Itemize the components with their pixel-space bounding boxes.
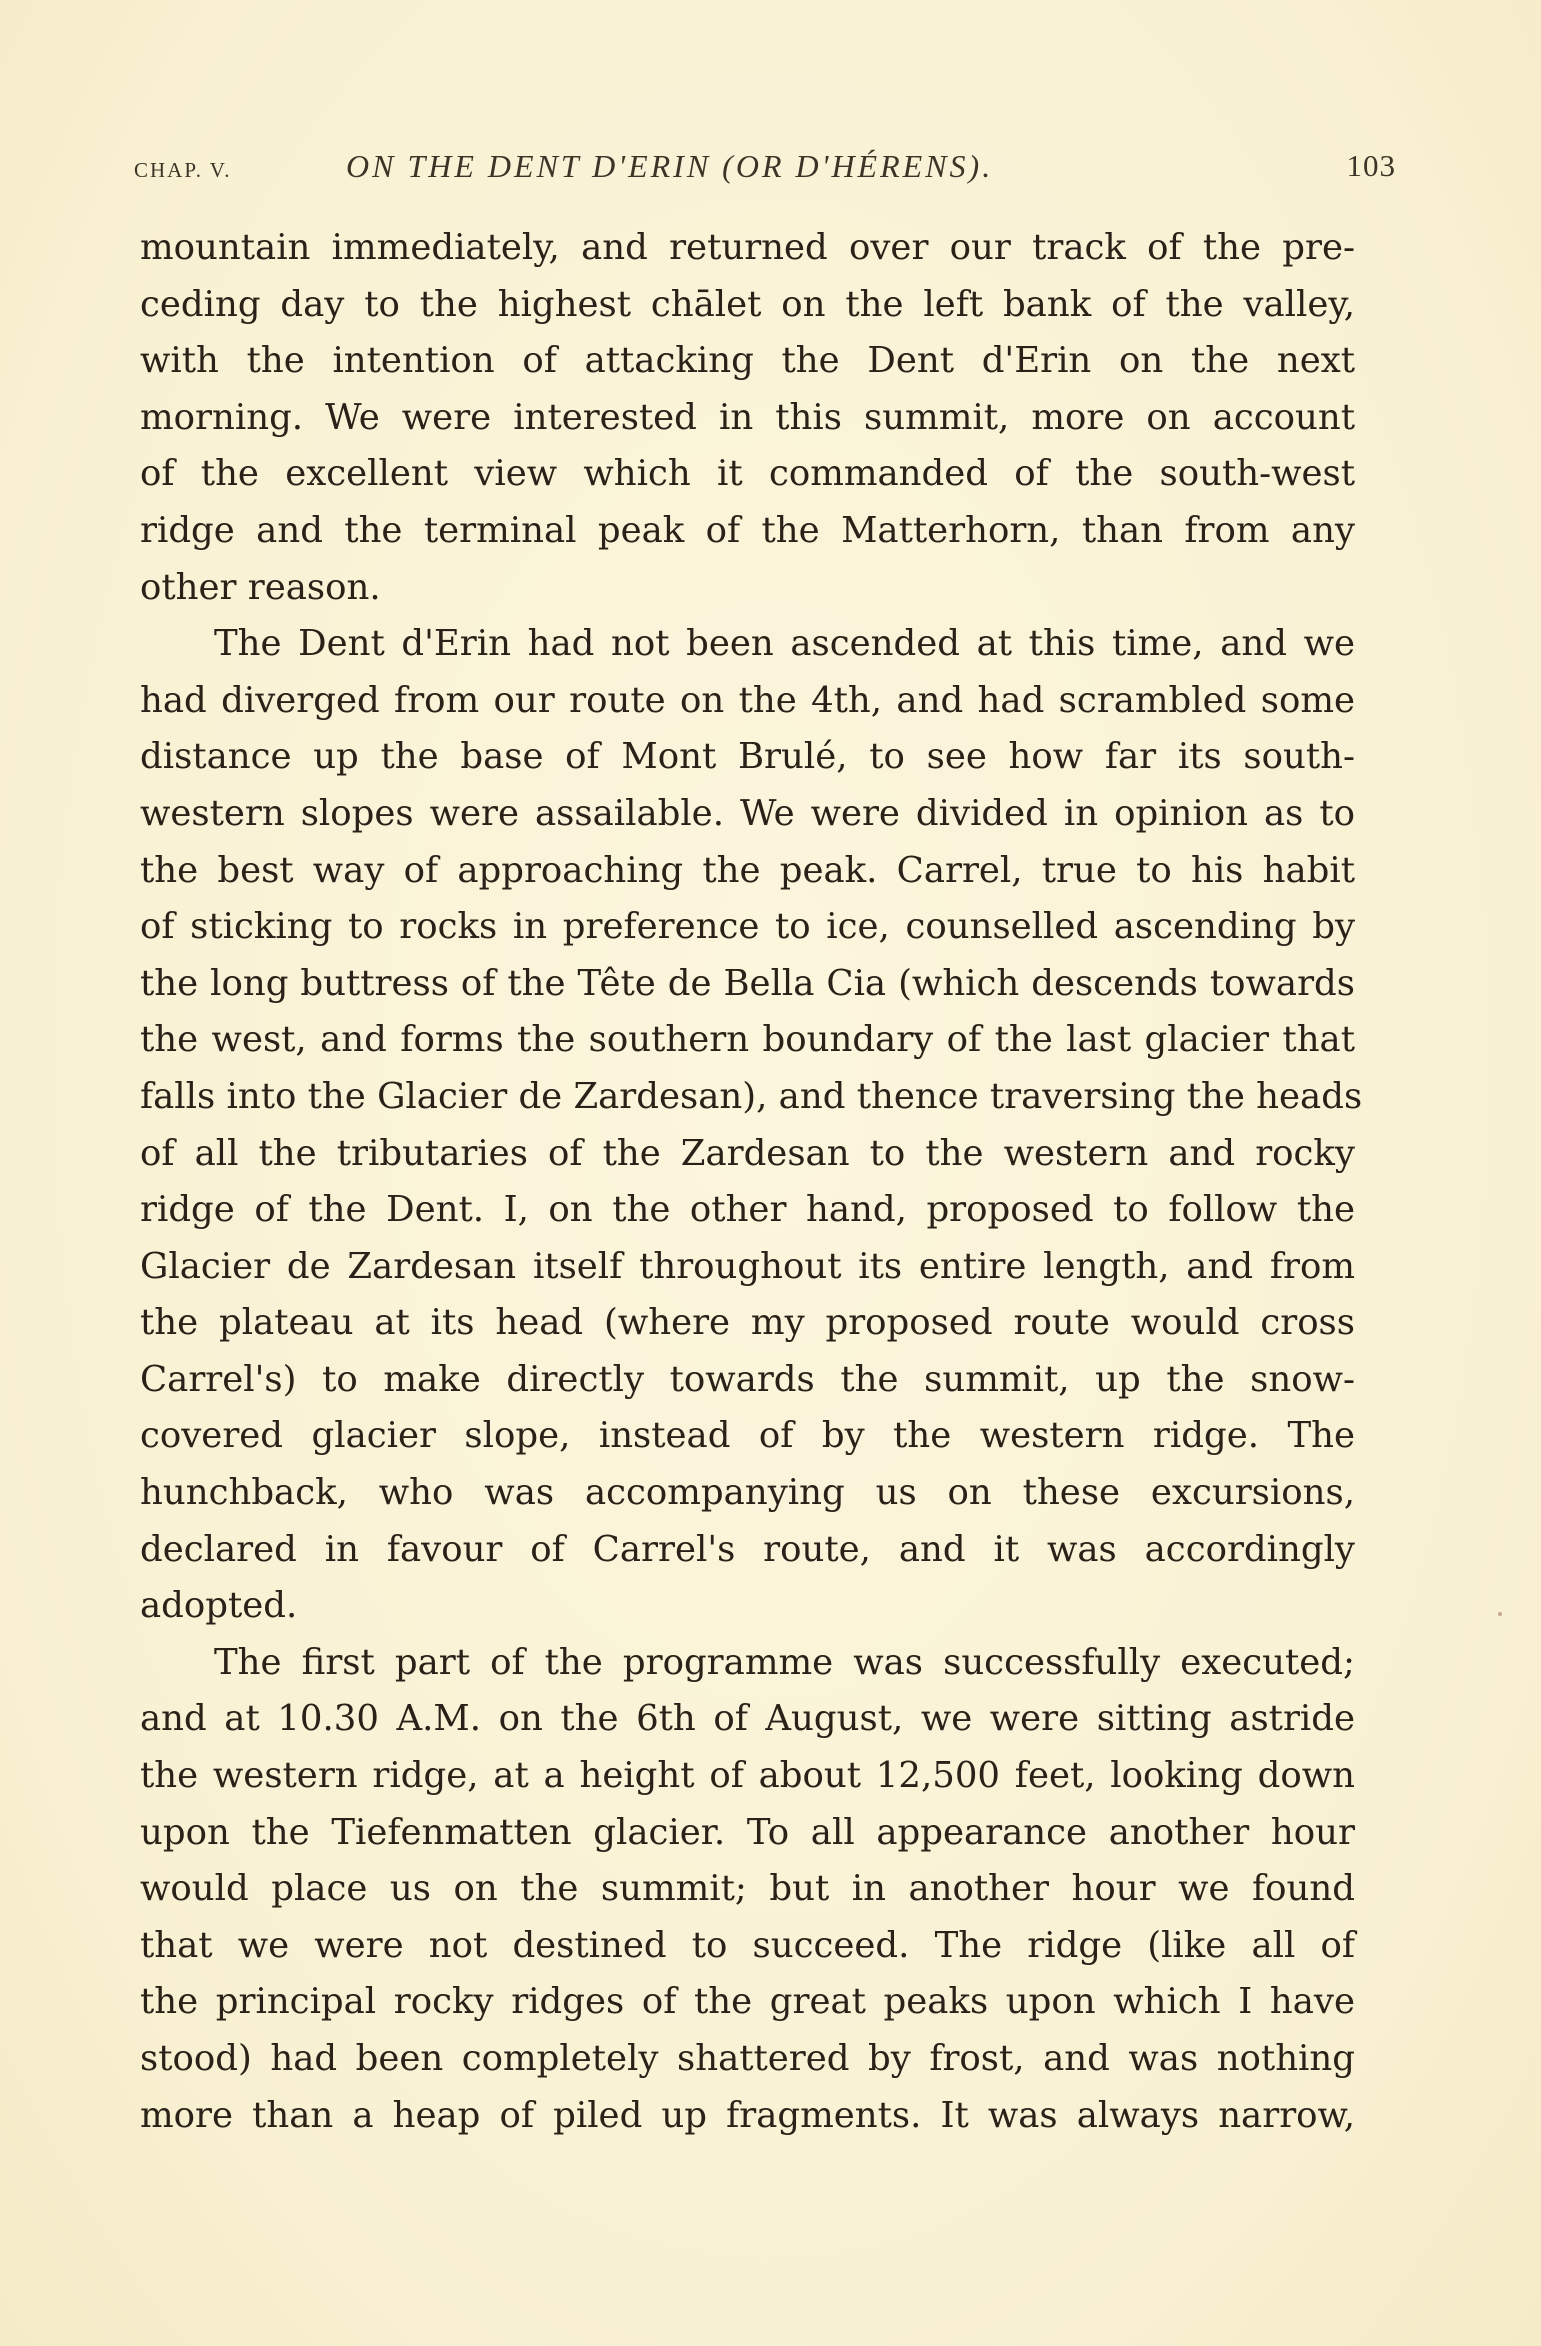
text-line: falls into the Glacier de Zardesan), and thence traversing the heads [140,1075,1363,1117]
text-line: the principal rocky ridges of the great peaks upon which I have [140,1981,1355,2023]
body-text [140,220,1363,2144]
text-line: upon the Tiefenmatten glacier. To all appearance another hour [140,1811,1355,1853]
text-line: the plateau at its head (where my proposed route would cross [140,1302,1355,1344]
text-line: the best way of approaching the peak. Carrel, true to his habit [140,849,1355,891]
text-line: ceding day to the highest chālet on the left bank of the valley, [140,283,1355,325]
text-line: distance up the base of Mont Brulé, to see how far its south- [140,736,1355,778]
text-line: more than a heap of piled up fragments. It was always narrow, [140,2094,1355,2136]
text-line: Carrel's) to make directly towards the summit, up the snow- [140,1358,1355,1400]
text-line: hunchback, who was accompanying us on these excursions, [140,1472,1355,1514]
text-line: ridge of the Dent. I, on the other hand, proposed to follow the [140,1189,1355,1231]
chapter-label: CHAP. V. [134,158,232,182]
text-line: that we were not destined to succeed. The ridge (like all of [140,1924,1355,1966]
text-line: morning. We were interested in this summit, more on account [140,396,1355,438]
text-line: declared in favour of Carrel's route, and it was accordingly [140,1528,1355,1570]
text-line: the west, and forms the southern boundary of the last glacier that [140,1019,1355,1061]
text-line: covered glacier slope, instead of by the western ridge. The [140,1415,1355,1457]
text-line: of the excellent view which it commanded of the south-west [140,453,1355,495]
running-head [134,148,1396,188]
text-line: adopted. [140,1585,298,1627]
text-line: western slopes were assailable. We were divided in opinion as to [140,792,1355,834]
text-line: and at 10.30 A.M. on the 6th of August, we were sitting astride [140,1698,1355,1740]
page-number: 103 [1346,148,1396,183]
text-line: would place us on the summit; but in another hour we found [140,1868,1355,1910]
text-line: ridge and the terminal peak of the Matterhorn, than from any [140,509,1355,551]
text-line: The first part of the programme was successfully executed; [214,1641,1355,1683]
text-line: stood) had been completely shattered by frost, and was nothing [140,2038,1355,2079]
text-line: Glacier de Zardesan itself throughout its entire length, and from [140,1245,1355,1287]
running-title: ON THE DENT D'ERIN (OR D'HÉRENS). [346,148,994,184]
text-line: with the intention of attacking the Dent d'Erin on the next [140,340,1355,382]
text-line: mountain immediately, and returned over our track of the pre- [140,227,1355,268]
text-line: The Dent d'Erin had not been ascended at this time, and we [214,623,1355,665]
text-line: had diverged from our route on the 4th, and had scrambled some [140,679,1355,721]
text-line: the western ridge, at a height of about 12,500 feet, looking down [140,1755,1355,1797]
text-line: of all the tributaries of the Zardesan to the western and rocky [140,1132,1355,1174]
text-line: of sticking to rocks in preference to ice, counselled ascending by [140,906,1355,948]
text-line: the long buttress of the Tête de Bella Cia (which descends towards [140,962,1355,1004]
paper-speck [1498,1612,1502,1616]
text-line: other reason. [140,566,381,608]
